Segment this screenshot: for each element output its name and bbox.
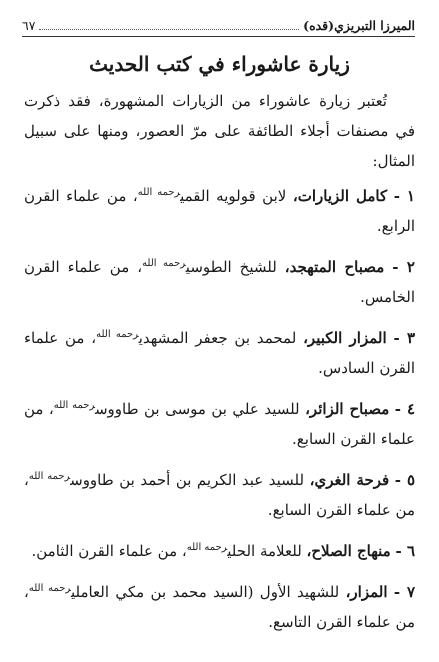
page-header xyxy=(22,12,415,37)
section-title: زيارة عاشوراء في كتب الحديث xyxy=(89,52,350,76)
honorific-mark: رحمه الله xyxy=(137,187,181,198)
author-text: لابن قولويه القمي xyxy=(180,187,293,205)
author-text: للسيد عبد الكريم بن أحمد بن طاووس xyxy=(70,471,310,489)
book-name: المزار الكبير، xyxy=(303,329,387,347)
list-item xyxy=(24,320,415,383)
list-item xyxy=(24,574,415,637)
item-number: ٦ - xyxy=(395,542,415,560)
book-name: كامل الزيارات، xyxy=(292,187,388,205)
author-text: للشيخ الطوسي xyxy=(185,258,285,276)
author-text: للعلامة الحلي xyxy=(227,542,307,560)
page-number: ٦٧ xyxy=(22,18,36,33)
list-item xyxy=(24,533,415,566)
running-title: الميرزا التبريزي(قده) xyxy=(303,18,415,33)
honorific-mark: رحمه الله xyxy=(28,471,71,482)
century-text: ، من علماء القرن الثامن. xyxy=(31,542,187,560)
item-number: ٧ - xyxy=(393,583,415,601)
list-item xyxy=(24,178,415,241)
author-text: لمحمد بن جعفر المشهدي xyxy=(138,329,304,347)
intro-paragraph: تُعتبر زيارة عاشوراء من الزيارات المشهورة، فقد ذكرت في مصنفات أجلاء الطائفة على مرّ العصور، ومنها على سبيل المثال: xyxy=(24,92,415,170)
list-item xyxy=(24,462,415,525)
leader-dots xyxy=(39,28,299,30)
list-item xyxy=(24,249,415,312)
century-text: ، من علماء القرن السابع. xyxy=(24,400,415,448)
hadith-books-list xyxy=(24,178,415,645)
book-name: المزار، xyxy=(345,583,388,601)
book-name: مصباح المتهجد، xyxy=(284,258,385,276)
century-text: ، من علماء القرن الخامس. xyxy=(24,258,415,306)
author-text: للشهيد الأول (السيد محمد بن مكي العاملي xyxy=(70,583,346,601)
century-text: ، من علماء القرن السابع. xyxy=(24,471,415,519)
century-text: ، من علماء القرن الرابع. xyxy=(24,187,415,235)
century-text: ، من علماء القرن السادس. xyxy=(24,329,415,377)
item-number: ٥ - xyxy=(394,471,415,489)
honorific-mark: رحمه الله xyxy=(96,329,139,340)
honorific-mark: رحمه الله xyxy=(53,400,95,411)
honorific-mark: رحمه الله xyxy=(28,583,71,594)
item-number: ٢ - xyxy=(392,258,415,276)
century-text: ، من علماء القرن التاسع. xyxy=(24,583,415,631)
honorific-mark: رحمه الله xyxy=(186,542,228,553)
item-number: ٤ - xyxy=(394,400,415,418)
author-text: للسيد علي بن موسى بن طاووس xyxy=(94,400,306,418)
book-name: منهاج الصلاح، xyxy=(306,542,391,560)
honorific-mark: رحمه الله xyxy=(142,258,186,269)
item-number: ١ - xyxy=(393,187,415,205)
list-item xyxy=(24,391,415,454)
book-name: فرحة الغري، xyxy=(309,471,390,489)
book-name: مصباح الزائر، xyxy=(305,400,390,418)
item-number: ٣ - xyxy=(393,329,415,347)
